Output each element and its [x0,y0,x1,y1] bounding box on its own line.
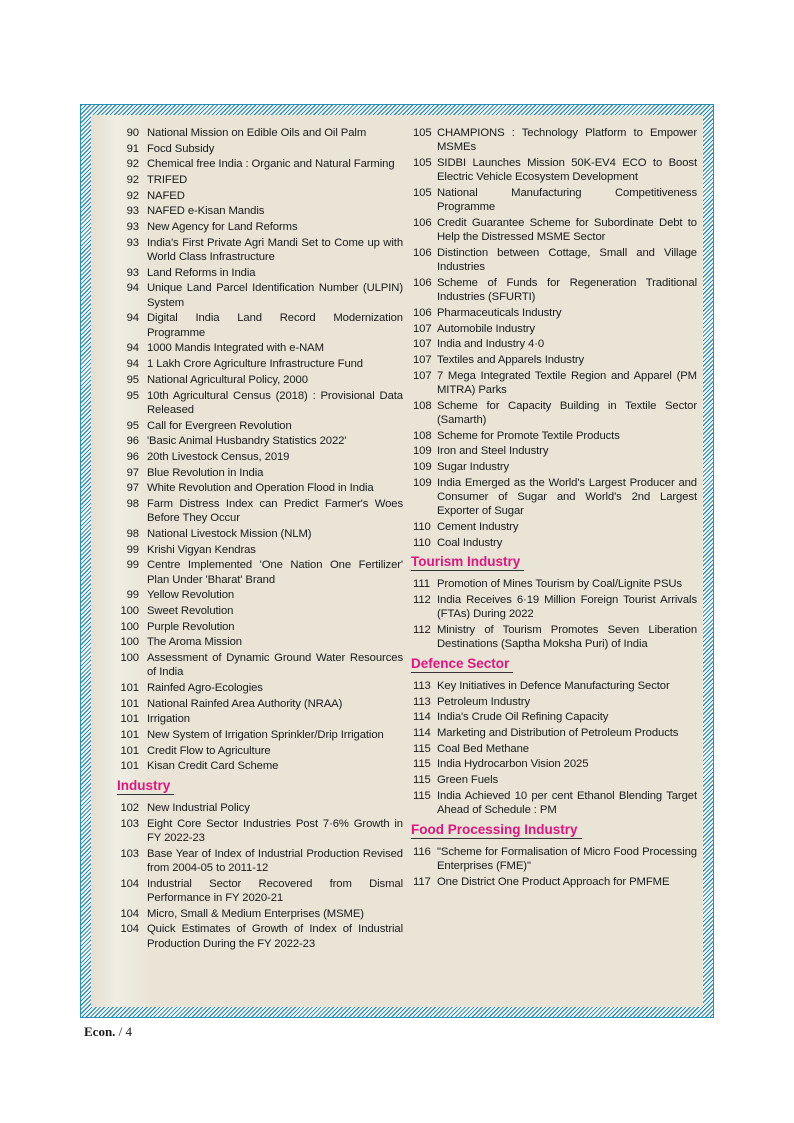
toc-page-number: 100 [120,604,139,617]
toc-entry[interactable] [117,558,403,587]
toc-entry-title: National Manufacturing Competitiveness Programme [437,186,697,214]
toc-entry-title: Pharmaceuticals Industry [437,306,562,319]
toc-page-number: 101 [120,697,139,710]
right-column [411,126,697,890]
toc-entry[interactable] [411,593,697,622]
toc-page-number: 99 [126,543,139,556]
toc-entry-title: "Scheme for Formalisation of Micro Food Processing Enterprises (FME)" [437,845,697,873]
toc-entry[interactable] [117,419,403,433]
toc-entry[interactable] [411,789,697,818]
toc-entry[interactable] [117,373,403,387]
toc-entry[interactable] [411,369,697,398]
toc-page-number: 115 [413,742,431,755]
toc-page-number: 111 [413,578,430,591]
toc-entry[interactable] [117,357,403,371]
toc-page-number: 90 [126,127,139,139]
toc-entry[interactable] [117,907,403,921]
toc-entry-title: India Emerged as the World's Largest Producer and Consumer of Sugar and World's 2nd Largest Exporter of Sugar [437,476,697,518]
toc-entry-title: White Revolution and Operation Flood in India [147,482,374,495]
toc-entry-title: Iron and Steel Industry [437,445,549,458]
toc-entry[interactable] [117,728,403,742]
toc-entry[interactable] [411,695,697,709]
toc-entry-title: Digital India Land Record Modernization Programme [147,312,403,339]
toc-entry[interactable] [411,276,697,305]
toc-entry[interactable] [117,220,403,234]
toc-entry-title: Promotion of Mines Tourism by Coal/Lignite PSUs [437,578,682,591]
toc-entry[interactable] [411,520,697,534]
footer-label: Econ. [84,1024,116,1039]
toc-entry-title: Farm Distress Index can Predict Farmer's Woes Before They Occur [147,497,403,525]
toc-page-number: 115 [413,758,431,771]
toc-entry-title: Petroleum Industry [437,695,531,708]
toc-entry[interactable] [117,681,403,695]
toc-entry[interactable] [411,679,697,693]
toc-entry[interactable] [411,337,697,351]
toc-page-number: 94 [126,312,139,325]
toc-page-number: 105 [413,186,432,199]
toc-entry[interactable] [117,189,403,203]
toc-entry-title: Sweet Revolution [147,604,234,617]
toc-page-number: 94 [126,358,139,371]
toc-entry[interactable] [117,281,403,310]
toc-entry[interactable] [117,204,403,218]
toc-entry-title: Scheme for Capacity Building in Textile Sector (Samarth) [437,399,697,426]
toc-entry-title: Distinction between Cottage, Small and Village Industries [437,246,697,274]
toc-entry-title: India Receives 6·19 Million Foreign Tourist Arrivals (FTAs) During 2022 [437,594,697,621]
section-heading-food-processing: Food Processing Industry [411,822,582,839]
toc-entry-title: Call for Evergreen Revolution [147,419,292,432]
toc-page-number: 105 [413,127,432,139]
toc-page-number: 107 [413,369,432,382]
toc-page-number: 107 [413,338,432,351]
toc-page-number: 97 [126,482,139,495]
toc-page-number: 104 [120,877,139,890]
page-footer [84,1024,132,1040]
toc-entry-title: India's First Private Agri Mandi Set to Come up with World Class Infrastructure [147,236,403,264]
toc-entry-title: Automobile Industry [437,322,535,335]
toc-entry-title: New Agency for Land Reforms [147,221,298,234]
toc-entry[interactable] [411,710,697,724]
toc-entry[interactable] [117,466,403,480]
toc-entry-title: Centre Implemented 'One Nation One Fertilizer' Plan Under 'Bharat' Brand [147,559,403,586]
toc-entry-title: India's Crude Oil Refining Capacity [437,711,609,724]
toc-page-number: 91 [126,142,139,155]
toc-entry[interactable] [411,577,697,591]
toc-page-number: 93 [126,266,139,279]
toc-entry-title: Kisan Credit Card Scheme [147,760,279,773]
toc-page-number: 93 [126,205,139,218]
toc-entry[interactable] [411,476,697,519]
toc-page-number: 101 [120,713,139,726]
toc-entry-title: 1000 Mandis Integrated with e-NAM [147,342,324,355]
toc-entry-title: The Aroma Mission [147,636,242,649]
toc-entry[interactable] [117,142,403,156]
toc-entry[interactable] [411,246,697,275]
toc-entry[interactable] [117,635,403,649]
toc-entry-title: Textiles and Apparels Industry [437,353,585,366]
toc-entry-title: National Agricultural Policy, 2000 [147,373,308,386]
toc-entry[interactable] [411,353,697,367]
toc-entry[interactable] [117,311,403,340]
toc-entry[interactable] [411,429,697,443]
toc-entry-title: 'Basic Animal Husbandry Statistics 2022' [147,435,347,448]
toc-entry[interactable] [411,742,697,756]
toc-page-number: 112 [413,624,431,637]
toc-page-number: 101 [120,729,139,742]
toc-page-number: 100 [120,620,139,633]
toc-entry[interactable] [117,266,403,280]
toc-entry[interactable] [117,759,403,773]
toc-entry-title: Yellow Revolution [147,589,235,602]
toc-page-number: 97 [126,466,139,479]
toc-page-number: 109 [413,476,432,489]
toc-entry-title: One District One Product Approach for PMFME [437,875,670,888]
toc-entry[interactable] [411,399,697,428]
toc-page-number: 112 [413,594,431,607]
toc-entry[interactable] [117,922,403,951]
toc-page-number: 114 [413,727,431,740]
toc-entry[interactable] [117,497,403,526]
toc-entry[interactable] [117,604,403,618]
toc-page-number: 104 [120,923,139,936]
toc-page-number: 117 [413,875,431,888]
toc-entry[interactable] [117,817,403,846]
toc-page-number: 95 [126,389,139,402]
toc-entry[interactable] [411,757,697,771]
toc-entry-title: Krishi Vigyan Kendras [147,543,256,556]
toc-entry-title: India Hydrocarbon Vision 2025 [437,758,589,771]
toc-entry-title: 10th Agricultural Census (2018) : Provisional Data Released [147,389,403,416]
toc-page-number: 105 [413,156,432,169]
toc-page-number: 108 [413,429,432,442]
toc-page-number: 109 [413,445,432,458]
toc-page-number: 92 [126,174,139,187]
toc-page-number: 95 [126,373,139,386]
toc-entry[interactable] [117,877,403,906]
toc-entry[interactable] [411,322,697,336]
toc-entry[interactable] [117,744,403,758]
toc-entry[interactable] [117,126,403,140]
toc-page-number: 95 [126,419,139,432]
toc-entry-title: Green Fuels [437,774,499,787]
toc-page-number: 110 [413,536,431,549]
toc-page-number: 110 [413,520,431,533]
toc-entry-title: Assessment of Dynamic Ground Water Resources of India [147,652,403,679]
toc-entry[interactable] [117,620,403,634]
toc-entry[interactable] [117,236,403,265]
toc-entry-title: Quick Estimates of Growth of Index of Industrial Production During the FY 2022-23 [147,923,403,950]
toc-entry[interactable] [411,726,697,740]
toc-entry[interactable] [117,173,403,187]
toc-entry[interactable] [117,801,403,815]
toc-page-number: 101 [120,760,139,773]
toc-entry[interactable] [411,536,697,550]
toc-entry-title: Chemical free India : Organic and Natural Farming [147,158,395,171]
toc-entry-title: 1 Lakh Crore Agriculture Infrastructure Fund [147,358,363,371]
toc-entry-title: NAFED [147,189,185,202]
toc-entry[interactable] [411,156,697,185]
toc-page-number: 116 [413,845,431,858]
toc-entry-title: New Industrial Policy [147,802,250,815]
left-column [117,126,403,952]
toc-entry-title: Rainfed Agro-Ecologies [147,682,263,695]
toc-entry-title: Key Initiatives in Defence Manufacturing Sector [437,680,670,692]
toc-entry-title: SIDBI Launches Mission 50K-EV4 ECO to Boost Electric Vehicle Ecosystem Development [437,156,697,184]
toc-entry[interactable] [411,126,697,155]
toc-entry-title: India Achieved 10 per cent Ethanol Blending Target Ahead of Schedule : PM [437,789,697,817]
toc-page-number: 93 [126,236,139,249]
toc-entry-title: 20th Livestock Census, 2019 [147,450,290,463]
toc-entry[interactable] [411,306,697,320]
toc-page-number: 94 [126,342,139,355]
toc-page-number: 92 [126,158,139,171]
toc-entry-title: Blue Revolution in India [147,466,264,479]
toc-entry-title: Ministry of Tourism Promotes Seven Liberation Destinations (Saptha Moksha Puri) of India [437,624,697,651]
toc-page-number: 115 [413,789,431,802]
toc-page-number: 106 [413,306,432,319]
toc-page-number: 106 [413,216,432,229]
toc-entry-title: New System of Irrigation Sprinkler/Drip Irrigation [147,729,384,742]
toc-entry[interactable] [411,875,697,889]
toc-entry[interactable] [117,389,403,418]
toc-entry-title: Eight Core Sector Industries Post 7·6% Growth in FY 2022-23 [147,817,403,845]
toc-entry[interactable] [117,450,403,464]
toc-entry[interactable] [117,697,403,711]
toc-page-number: 113 [413,680,431,692]
footer-page-number: / 4 [115,1024,133,1039]
toc-entry[interactable] [117,527,403,541]
toc-entry[interactable] [411,186,697,215]
toc-page-number: 106 [413,246,432,259]
toc-entry-title: 7 Mega Integrated Textile Region and Apparel (PM MITRA) Parks [437,369,697,396]
toc-entry[interactable] [117,341,403,355]
toc-page-number: 107 [413,322,432,335]
toc-page-number: 107 [413,353,432,366]
toc-entry-title: Base Year of Index of Industrial Production Revised from 2004-05 to 2011-12 [147,847,403,875]
toc-entry-title: Unique Land Parcel Identification Number (ULPIN) System [147,282,403,309]
toc-page-number: 115 [413,774,431,787]
toc-entry-title: Irrigation [147,713,190,726]
toc-entry-title: National Livestock Mission (NLM) [147,527,312,540]
toc-page-number: 104 [120,907,139,920]
toc-entry-title: NAFED e-Kisan Mandis [147,205,265,218]
toc-page-number: 106 [413,276,432,289]
toc-page-number: 108 [413,399,432,412]
toc-entry-title: Coal Industry [437,536,503,549]
toc-entry[interactable] [117,712,403,726]
toc-entry[interactable] [411,460,697,474]
toc-page-number: 113 [413,695,431,708]
toc-entry-title: Purple Revolution [147,620,235,633]
toc-entry-title: Land Reforms in India [147,266,256,279]
toc-entry[interactable] [117,434,403,448]
toc-entry[interactable] [411,216,697,245]
toc-entry-title: Credit Guarantee Scheme for Subordinate Debt to Help the Distressed MSME Sector [437,216,697,244]
section-heading-defence: Defence Sector [411,656,513,673]
toc-entry[interactable] [117,847,403,876]
toc-page-number: 98 [126,497,139,510]
toc-entry[interactable] [117,651,403,680]
toc-entry-title: Coal Bed Methane [437,742,529,755]
toc-entry-title: India and Industry 4·0 [437,338,545,351]
contents-panel [91,115,703,1007]
toc-entry[interactable] [117,157,403,171]
toc-page-number: 100 [120,636,139,649]
toc-page-number: 101 [120,744,139,757]
toc-entry[interactable] [411,845,697,874]
toc-entry-title: Marketing and Distribution of Petroleum Products [437,727,679,740]
toc-entry-title: Focd Subsidy [147,142,215,155]
toc-page-number: 103 [120,847,139,860]
toc-entry-title: Sugar Industry [437,461,510,473]
toc-page-number: 100 [120,652,139,665]
toc-entry[interactable] [117,588,403,602]
toc-page-number: 93 [126,221,139,234]
toc-page-number: 98 [126,527,139,540]
toc-entry[interactable] [117,543,403,557]
toc-page-number: 96 [126,450,139,463]
toc-entry-title: Scheme for Promote Textile Products [437,429,620,442]
toc-page-number: 99 [126,589,139,602]
toc-page-number: 102 [120,802,139,815]
toc-page-number: 101 [120,682,139,695]
toc-page-number: 114 [413,711,431,724]
toc-entry-title: National Rainfed Area Authority (NRAA) [147,697,343,710]
toc-entry-title: Credit Flow to Agriculture [147,744,271,757]
toc-entry-title: National Mission on Edible Oils and Oil Palm [147,127,367,139]
toc-page-number: 96 [126,435,139,448]
toc-entry-title: TRIFED [147,174,188,187]
toc-entry[interactable] [117,481,403,495]
section-heading-tourism: Tourism Industry [411,554,524,571]
toc-entry-title: Industrial Sector Recovered from Dismal Performance in FY 2020-21 [147,877,403,905]
toc-entry[interactable] [411,773,697,787]
toc-page-number: 99 [126,559,139,572]
toc-page-number: 92 [126,189,139,202]
toc-entry-title: Scheme of Funds for Regeneration Traditional Industries (SFURTI) [437,276,697,304]
contents-frame [80,104,714,1018]
section-heading-industry: Industry [117,778,174,795]
toc-entry-title: Cement Industry [437,520,519,533]
toc-entry[interactable] [411,623,697,652]
toc-page-number: 94 [126,282,139,295]
toc-page-number: 109 [413,461,432,473]
toc-entry-title: CHAMPIONS : Technology Platform to Empower MSMEs [437,127,697,154]
toc-entry-title: Micro, Small & Medium Enterprises (MSME) [147,907,364,920]
toc-entry[interactable] [411,444,697,458]
toc-page-number: 103 [120,817,139,830]
